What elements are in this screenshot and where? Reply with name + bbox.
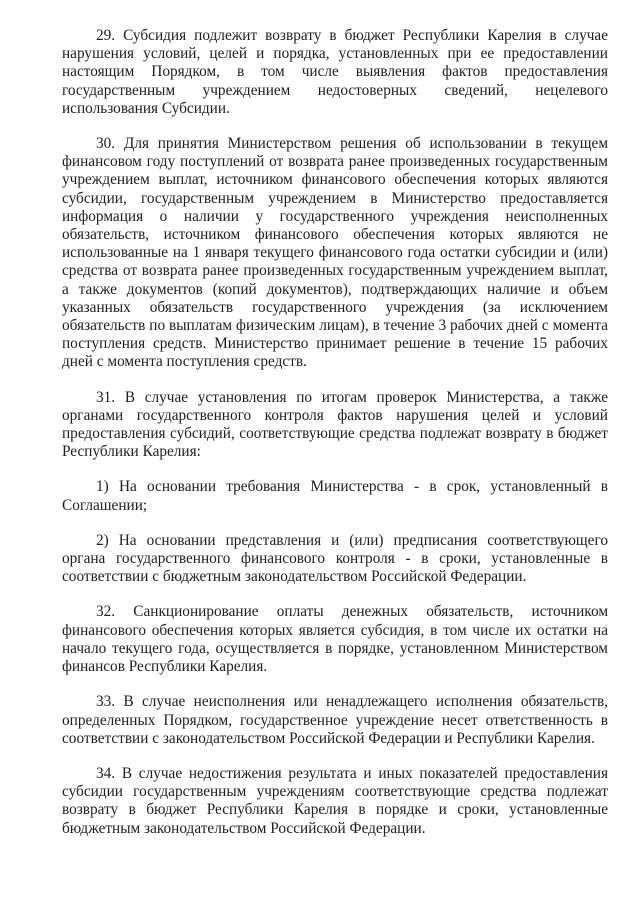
paragraph-31-item-1: 1) На основании требования Министерства - в срок, установленный в Соглашении; [62,478,608,514]
paragraph-32: 32. Санкционирование оплаты денежных обязательств, источником финансового обеспечения которых является субсидия, в том числе их остатки на начало текущего года, осуществляется в порядке, установленном Министерством финансов Республики Карелия. [62,603,608,676]
paragraph-30: 30. Для принятия Министерством решения об использовании в текущем финансовом году поступлений от возврата ранее произведенных государственным учреждением выплат, источником финансового обеспечения которых являются субсидии, государственным учреждением в Министерство предоставляется информация о наличии у государственного учреждения неисполненных обязательств, источником финансового обеспечения которых являются не использованные на 1 января текущего финансового года остатки субсидии и (или) средства от возврата ранее произведенных государственным учреждением выплат, а также документов (копий документов), подтверждающих наличие и объем указанных обязательств государственного учреждения (за исключением обязательств по выплатам физическим лицам), в течение 3 рабочих дней с момента поступления средств. Министерство принимает решение в течение 15 рабочих дней с момента поступления средств. [62,135,608,371]
paragraph-29: 29. Субсидия подлежит возврату в бюджет Республики Карелия в случае нарушения условий, целей и порядка, установленных при ее предоставлении настоящим Порядком, в том числе выявления фактов предоставления государственным учреждением недостоверных сведений, нецелевого использования Субсидии. [62,27,608,117]
paragraph-31-item-2: 2) На основании представления и (или) предписания соответствующего органа государственного финансового контроля - в сроки, установленные в соответствии с бюджетным законодательством Российской Федерации. [62,531,608,586]
document-body [62,27,608,838]
paragraph-33: 33. В случае неисполнения или ненадлежащего исполнения обязательств, определенных Порядком, государственное учреждение несет ответственность в соответствии с законодательством Российской Федерации и Республики Карелия. [62,693,608,747]
paragraph-34: 34. В случае недостижения результата и иных показателей предоставления субсидии государственным учреждениям соответствующие средства подлежат возврату в бюджет Республики Карелия в порядке и сроки, установленные бюджетным законодательством Российской Федерации. [62,764,608,837]
paragraph-31: 31. В случае установления по итогам проверок Министерства, а также органами государственного контроля фактов нарушения целей и условий предоставления субсидий, соответствующие средства подлежат возврату в бюджет Республики Карелия: [62,388,608,461]
